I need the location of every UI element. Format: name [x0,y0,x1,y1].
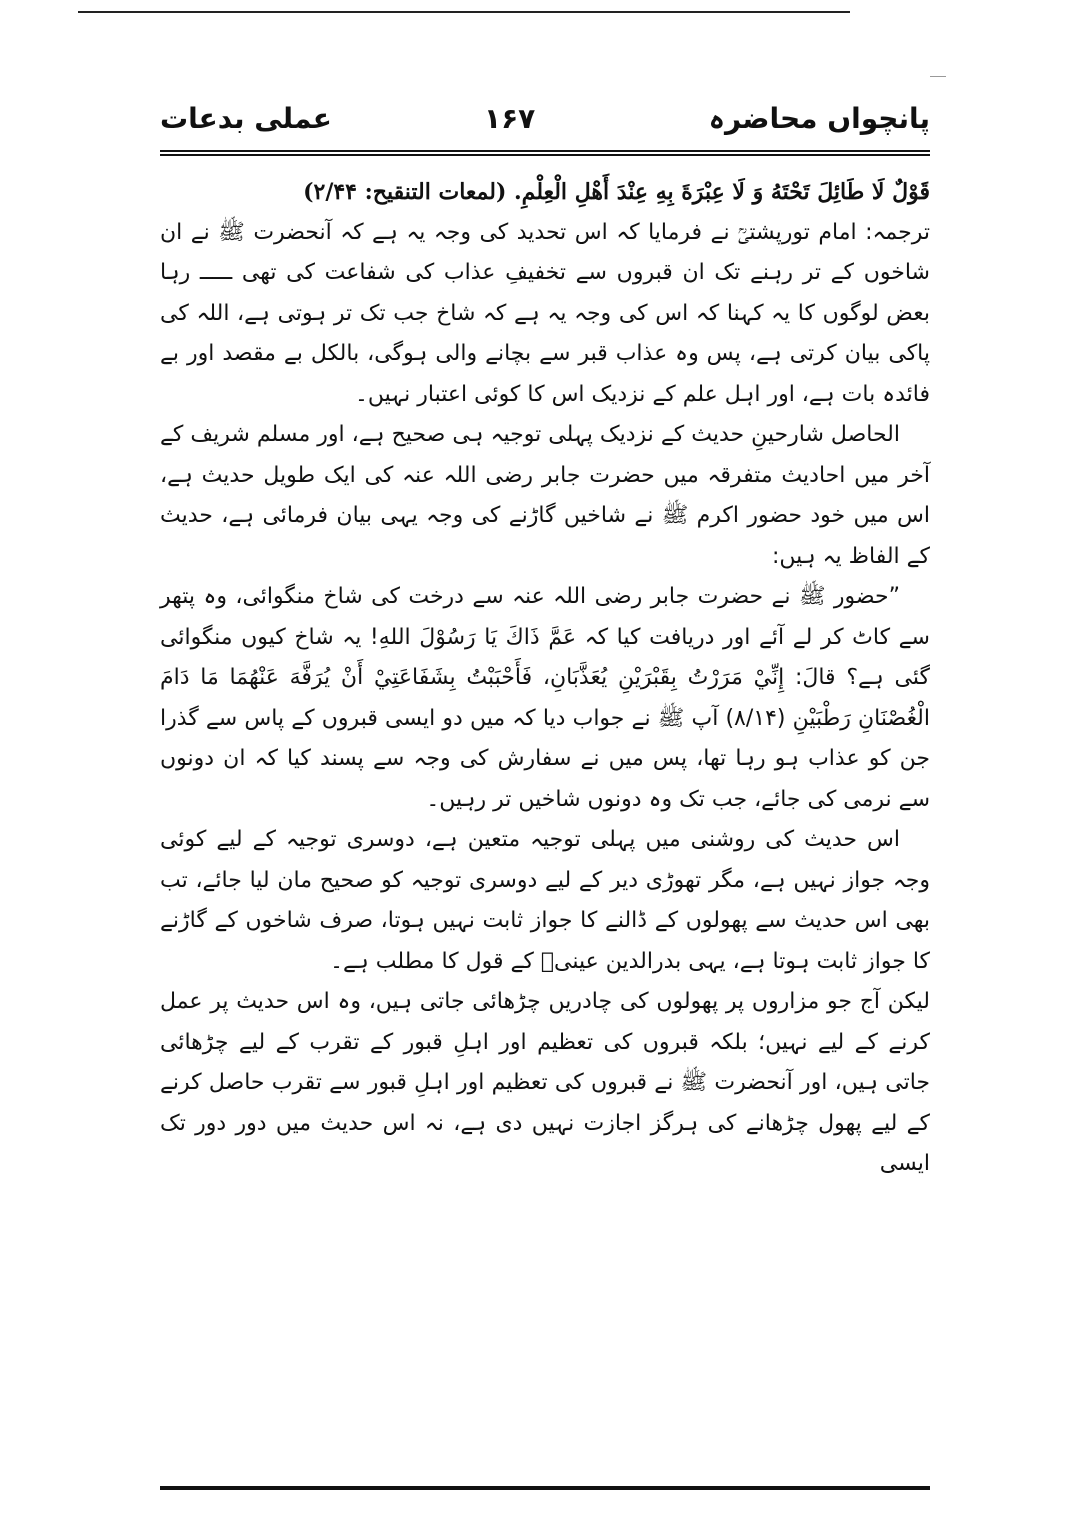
paragraph: الحاصل شارحینِ حدیث کے نزدیک پہلی توجیہ ہی صحیح ہے، اور مسلم شریف کے آخر میں احادیث متفرقہ میں حضرت جابر رضی اللہ عنہ کی ایک طویل حدیث ہے، اس میں خود حضور اکرم ﷺ نے شاخیں گاڑنے کی وجہ یہی بیان فرمائی ہے، حدیث کے الفاظ یہ ہیں: [160,422,930,569]
footer-rule [160,1486,930,1490]
scan-top-rule [78,11,850,13]
chapter-title: پانچواں محاضرہ [708,102,930,135]
paragraph: ترجمہ: امام تورپشتیؒ نے فرمایا کہ اس تحدید کی وجہ یہ ہے کہ آنحضرت ﷺ نے ان شاخوں کے تر رہنے تک ان قبروں سے تخفیفِ عذاب کی شفاعت کی تھی ـــــ رہا بعض لوگوں کا یہ کہنا کہ اس کی وجہ یہ ہے کہ شاخ جب تک تر ہوتی ہے، اللہ کی پاکی بیان کرتی ہے، پس وہ عذاب قبر سے بچانے والی ہوگی، بالکل بے مقصد اور بے فائدہ بات ہے، اور اہل علم کے نزدیک اس کا کوئی اعتبار نہیں۔ [160,219,930,407]
header-rule [160,150,930,156]
paragraph: لیکن آج جو مزاروں پر پھولوں کی چادریں چڑھائی جاتی ہیں، وہ اس حدیث پر عمل کرنے کے لیے نہیں؛ بلکہ قبروں کی تعظیم اور اہلِ قبور کے تقرب کے لیے چڑھائی جاتی ہیں، اور آنحضرت ﷺ نے قبروں کی تعظیم اور اہلِ قبور سے تقرب حاصل کرنے کے لیے پھول چڑھانے کی ہرگز اجازت نہیں دی ہے، نہ اس حدیث میں دور دور تک ایسی [160,989,930,1176]
page-header [160,102,930,146]
scan-mark [930,76,946,77]
hadith-quote: ”حضور ﷺ نے حضرت جابر رضی اللہ عنہ سے درخت کی شاخ منگوائی، وہ پتھر سے کاٹ کر لے آئے اور دریافت کیا کہ عَمَّ ذَاكَ يَا رَسُوْلَ اللهِ! یہ شاخ کیوں منگوائی گئی ہے؟ قالَ: إِنِّيْ مَرَرْتُ بِقَبْرَيْنِ يُعَذَّبَانِ، فَأَحْبَبْتُ بِشَفَاعَتِيْ أَنْ يُرَفَّهَ عَنْهُمَا مَا دَامَ الْغُصْنَانِ رَطْبَيْنِ (۸/۱۴) آپ ﷺ نے جواب دیا کہ میں دو ایسی قبروں کے پاس سے گذرا جن کو عذاب ہو رہا تھا، پس میں نے سفارش کی وجہ سے پسند کیا کہ ان دونوں سے نرمی کی جائے، جب تک وہ دونوں شاخیں تر رہیں۔ [160,584,930,812]
arabic-quote: قَوْلٌ لَا طَائِلَ تَحْتَهُ وَ لَا عِبْرَةَ بِهِ عِنْدَ أَهْلِ الْعِلْمِ. (لمعات التنقیح: ۲/۴۴) [303,179,930,205]
section-title: عملی بدعات [160,102,332,135]
paragraph: اس حدیث کی روشنی میں پہلی توجیہ متعین ہے، دوسری توجیہ کے لیے کوئی وجہ جواز نہیں ہے، مگر تھوڑی دیر کے لیے دوسری توجیہ کو صحیح مان لیا جائے، تب بھی اس حدیث سے پھولوں کے ڈالنے کا جواز ثابت نہیں ہوتا، صرف شاخوں کے گاڑنے کا جواز ثابت ہوتا ہے، یہی بدرالدین عینیؒ کے قول کا مطلب ہے۔ [160,827,930,974]
page-number: ۱۶۷ [484,102,536,135]
page-body [160,172,930,1185]
